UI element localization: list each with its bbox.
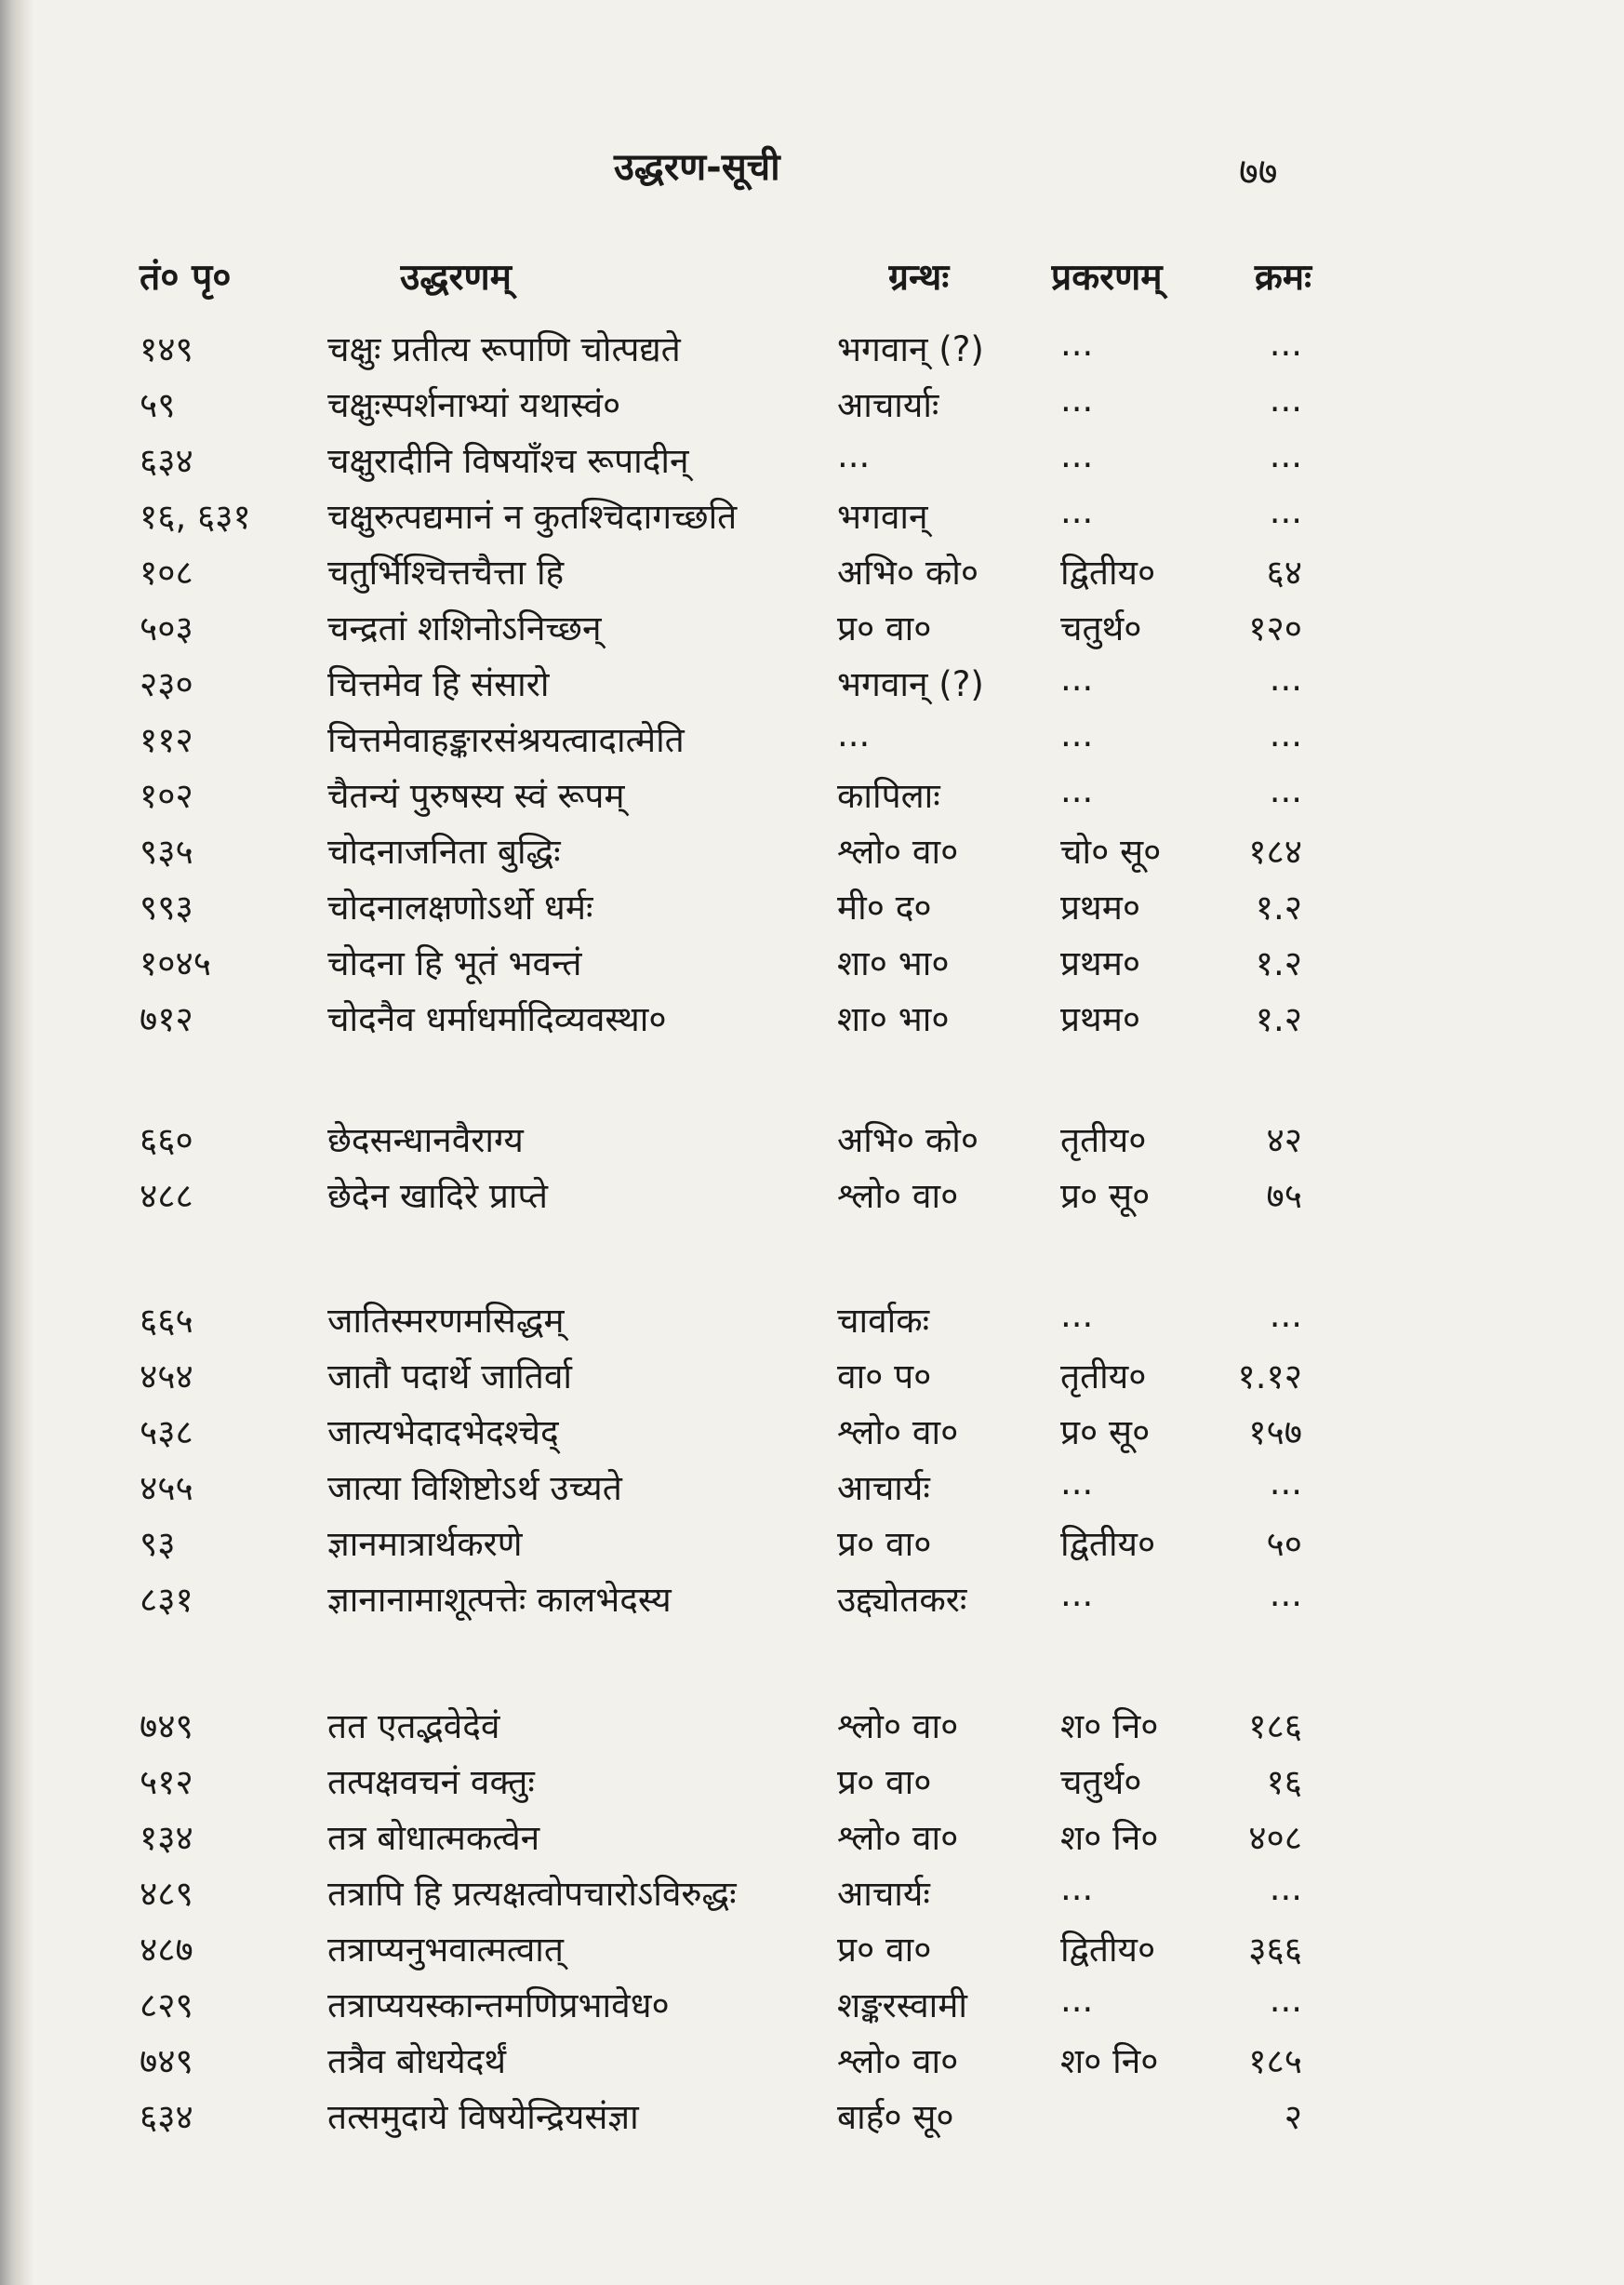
entry-quotation: तत्समुदाये विषयेन्द्रियसंज्ञा bbox=[327, 2097, 639, 2137]
entry-sequence: ४०८ bbox=[1248, 1818, 1302, 1858]
entry-section: ... bbox=[1060, 1868, 1094, 1908]
entry-section: प्र० सू० bbox=[1060, 1176, 1151, 1216]
entry-quotation: तत्पक्षवचनं वक्तुः bbox=[327, 1762, 535, 1802]
entry-page-ref: ९३ bbox=[140, 1524, 176, 1564]
index-entry-row bbox=[0, 2091, 1624, 2147]
entry-section: श० नि० bbox=[1060, 1706, 1159, 1746]
index-entry-row bbox=[0, 435, 1624, 491]
page-number: ७७ bbox=[1239, 151, 1278, 194]
entry-section: ... bbox=[1060, 770, 1094, 810]
column-header-page: तं० पृ० bbox=[140, 257, 232, 299]
entry-sequence: ... bbox=[1269, 1868, 1302, 1908]
entry-page-ref: ५१२ bbox=[140, 1762, 193, 1802]
entry-page-ref: ४८८ bbox=[140, 1176, 193, 1216]
entry-sequence: ३६६ bbox=[1248, 1930, 1302, 1970]
column-header-section: प्रकरणम् bbox=[1051, 257, 1163, 299]
entry-sequence: १८४ bbox=[1248, 832, 1302, 872]
entry-sequence: ... bbox=[1269, 715, 1302, 755]
entry-sequence: ... bbox=[1269, 659, 1302, 699]
entry-page-ref: २३० bbox=[140, 664, 193, 704]
entry-page-ref: ९९३ bbox=[140, 888, 193, 928]
entry-page-ref: ४५५ bbox=[140, 1468, 193, 1508]
entry-sequence: ... bbox=[1269, 1463, 1302, 1503]
entry-page-ref: ७१२ bbox=[140, 999, 193, 1039]
entry-sequence: ५० bbox=[1266, 1524, 1302, 1564]
entry-source-work: श्लो० वा० bbox=[837, 1176, 959, 1216]
entry-source-work: चार्वाकः bbox=[837, 1301, 930, 1341]
entry-section: चतुर्थ० bbox=[1060, 608, 1142, 648]
entry-page-ref: १०२ bbox=[140, 776, 193, 816]
entry-quotation: चोदनाजनिता बुद्धिः bbox=[327, 832, 561, 872]
entry-source-work: शा० भा० bbox=[837, 999, 950, 1039]
entry-source-work: प्र० वा० bbox=[837, 1930, 932, 1970]
entry-section: ... bbox=[1060, 435, 1094, 475]
index-entry-row bbox=[0, 1351, 1624, 1407]
index-entry-row bbox=[0, 1115, 1624, 1170]
entry-quotation: तत्रापि हि प्रत्यक्षत्वोपचारोऽविरुद्धः bbox=[327, 1874, 737, 1914]
entry-quotation: ज्ञानमात्रार्थकरणे bbox=[327, 1524, 523, 1564]
entry-source-work: शङ्करस्वामी bbox=[837, 1985, 967, 2025]
entry-sequence: ४२ bbox=[1266, 1120, 1302, 1160]
entry-source-work: आचार्यः bbox=[837, 1468, 930, 1508]
entry-sequence: १८६ bbox=[1248, 1706, 1302, 1746]
entry-page-ref: ५९ bbox=[140, 385, 176, 425]
entry-sequence: ... bbox=[1269, 324, 1302, 364]
entry-source-work: उद्द्योतकरः bbox=[837, 1580, 967, 1620]
entry-source-work: प्र० वा० bbox=[837, 1524, 932, 1564]
entry-page-ref: १६, ६३१ bbox=[140, 497, 251, 537]
index-entry-row bbox=[0, 1574, 1624, 1630]
entry-quotation: जात्या विशिष्टोऽर्थ उच्यते bbox=[327, 1468, 622, 1508]
entry-source-work: श्लो० वा० bbox=[837, 1818, 959, 1858]
index-entry-row bbox=[0, 938, 1624, 994]
index-entry-row bbox=[0, 491, 1624, 547]
column-header-work: ग्रन्थः bbox=[888, 257, 950, 299]
entry-sequence: ... bbox=[1269, 770, 1302, 810]
entry-source-work: अभि० को० bbox=[837, 1120, 979, 1160]
entry-page-ref: ६६० bbox=[140, 1120, 193, 1160]
index-entry-row bbox=[0, 1407, 1624, 1463]
entry-page-ref: ४८९ bbox=[140, 1874, 193, 1914]
entry-quotation: चक्षुःस्पर्शनाभ्यां यथास्वं० bbox=[327, 385, 621, 425]
entry-page-ref: ८२९ bbox=[140, 1985, 193, 2025]
entry-source-work: अभि० को० bbox=[837, 553, 979, 593]
entry-quotation: तत्राप्यनुभवात्मत्वात् bbox=[327, 1930, 564, 1970]
index-entry-row bbox=[0, 882, 1624, 938]
entry-quotation: चोदनैव धर्माधर्मादिव्यवस्था० bbox=[327, 999, 667, 1039]
index-entry-row bbox=[0, 1463, 1624, 1518]
index-entry-row bbox=[0, 1701, 1624, 1757]
entry-source-work: आचार्याः bbox=[837, 385, 939, 425]
entry-quotation: तत्राप्ययस्कान्तमणिप्रभावेध० bbox=[327, 1985, 670, 2025]
entry-sequence: ... bbox=[1269, 1295, 1302, 1335]
entry-quotation: छेदसन्धानवैराग्य bbox=[327, 1120, 524, 1160]
entry-page-ref: ८३१ bbox=[140, 1580, 193, 1620]
entry-quotation: चोदनालक्षणोऽर्थो धर्मः bbox=[327, 888, 593, 928]
entry-section: ... bbox=[1060, 659, 1094, 699]
entry-quotation: चैतन्यं पुरुषस्य स्वं रूपम् bbox=[327, 776, 625, 816]
entry-source-work: वा० प० bbox=[837, 1356, 932, 1396]
column-header-row bbox=[0, 251, 1624, 307]
index-entry-row bbox=[0, 1980, 1624, 2036]
entry-quotation: तत्र बोधात्मकत्वेन bbox=[327, 1818, 540, 1858]
index-entry-row bbox=[0, 659, 1624, 715]
entry-quotation: छेदेन खादिरे प्राप्ते bbox=[327, 1176, 548, 1216]
entry-quotation: चन्द्रतां शशिनोऽनिच्छन् bbox=[327, 608, 602, 648]
entry-source-work: प्र० वा० bbox=[837, 608, 932, 648]
entry-quotation: तत एतद्भवेदेवं bbox=[327, 1706, 500, 1746]
entry-source-work: कापिलाः bbox=[837, 776, 940, 816]
entry-sequence: ... bbox=[1269, 435, 1302, 475]
entry-source-work: श्लो० वा० bbox=[837, 832, 959, 872]
entry-quotation: चतुर्भिश्चित्तचैत्ता हि bbox=[327, 553, 565, 593]
entry-page-ref: ४५४ bbox=[140, 1356, 193, 1396]
entry-quotation: तत्रैव बोधयेदर्थं bbox=[327, 2041, 507, 2081]
entry-sequence: १५७ bbox=[1248, 1412, 1302, 1452]
entry-page-ref: ६३४ bbox=[140, 441, 193, 481]
entry-section: ... bbox=[1060, 1295, 1094, 1335]
entry-sequence: ६४ bbox=[1266, 553, 1302, 593]
entry-section: ... bbox=[1060, 1463, 1094, 1503]
entry-page-ref: ५३८ bbox=[140, 1412, 193, 1452]
index-entry-row bbox=[0, 380, 1624, 435]
entry-section: ... bbox=[1060, 1574, 1094, 1614]
entry-section: ... bbox=[1060, 380, 1094, 420]
entry-sequence: ... bbox=[1269, 491, 1302, 531]
entry-sequence: १.२ bbox=[1255, 888, 1302, 928]
running-title: उद्धरण-सूची bbox=[614, 146, 780, 189]
entry-source-work: प्र० वा० bbox=[837, 1762, 932, 1802]
entry-quotation: जातौ पदार्थे जातिर्वा bbox=[327, 1356, 572, 1396]
index-entry-row bbox=[0, 2036, 1624, 2091]
entry-source-work: मी० द० bbox=[837, 888, 932, 928]
column-header-sequence: क्रमः bbox=[1254, 257, 1311, 299]
entry-page-ref: १४९ bbox=[140, 329, 193, 369]
index-entry-row bbox=[0, 547, 1624, 603]
index-entry-row bbox=[0, 1868, 1624, 1924]
entry-source-work: आचार्यः bbox=[837, 1874, 930, 1914]
entry-sequence: ... bbox=[1269, 1574, 1302, 1614]
entry-quotation: ज्ञानानामाशूत्पत्तेः कालभेदस्य bbox=[327, 1580, 672, 1620]
entry-source-work: श्लो० वा० bbox=[837, 2041, 959, 2081]
entry-section: तृतीय० bbox=[1060, 1356, 1147, 1396]
entry-sequence: १२० bbox=[1248, 608, 1302, 648]
entry-section: ... bbox=[1060, 1980, 1094, 2020]
index-entry-row bbox=[0, 770, 1624, 826]
index-entry-row bbox=[0, 1924, 1624, 1980]
index-entry-row bbox=[0, 1757, 1624, 1812]
entry-sequence: ७५ bbox=[1266, 1176, 1302, 1216]
entry-source-work: श्लो० वा० bbox=[837, 1412, 959, 1452]
entry-quotation: चित्तमेव हि संसारो bbox=[327, 664, 550, 704]
entry-page-ref: ७४९ bbox=[140, 1706, 193, 1746]
entry-section: ... bbox=[1060, 324, 1094, 364]
entry-sequence: १८५ bbox=[1248, 2041, 1302, 2081]
entry-section: चो० सू० bbox=[1060, 832, 1162, 872]
entry-section: ... bbox=[1060, 715, 1094, 755]
entry-section: श० नि० bbox=[1060, 2041, 1159, 2081]
entry-source-work: श्लो० वा० bbox=[837, 1706, 959, 1746]
entry-sequence: ... bbox=[1269, 380, 1302, 420]
index-entry-row bbox=[0, 1170, 1624, 1226]
entry-quotation: चक्षुरुत्पद्यमानं न कुतश्चिदागच्छति bbox=[327, 497, 738, 537]
entry-section: द्वितीय० bbox=[1060, 553, 1156, 593]
entry-page-ref: ११२ bbox=[140, 720, 193, 760]
entry-page-ref: ६६५ bbox=[140, 1301, 193, 1341]
entry-section: प्र० सू० bbox=[1060, 1412, 1151, 1452]
index-entry-row bbox=[0, 603, 1624, 659]
entry-source-work: भगवान् (?) bbox=[837, 329, 984, 369]
index-entry-row bbox=[0, 826, 1624, 882]
index-entry-row bbox=[0, 715, 1624, 770]
entry-source-work: शा० भा० bbox=[837, 943, 950, 983]
entry-sequence: १.१२ bbox=[1237, 1356, 1302, 1396]
index-entry-row bbox=[0, 994, 1624, 1049]
entry-page-ref: ७४९ bbox=[140, 2041, 193, 2081]
entry-sequence: १.२ bbox=[1255, 943, 1302, 983]
entry-section: श० नि० bbox=[1060, 1818, 1159, 1858]
entry-source-work: ... bbox=[837, 715, 871, 755]
entry-quotation: चोदना हि भूतं भवन्तं bbox=[327, 943, 582, 983]
entry-page-ref: १०८ bbox=[140, 553, 193, 593]
entry-section: ... bbox=[1060, 491, 1094, 531]
entry-page-ref: ९३५ bbox=[140, 832, 193, 872]
entry-quotation: चक्षुरादीनि विषयाँश्च रूपादीन् bbox=[327, 441, 689, 481]
entry-sequence: २ bbox=[1284, 2097, 1302, 2137]
entry-quotation: जातिस्मरणमसिद्धम् bbox=[327, 1301, 565, 1341]
entry-source-work: भगवान् (?) bbox=[837, 664, 984, 704]
entry-source-work: बार्ह० सू० bbox=[837, 2097, 954, 2137]
entry-source-work: भगवान् bbox=[837, 497, 928, 537]
entry-section: चतुर्थ० bbox=[1060, 1762, 1142, 1802]
entry-section: तृतीय० bbox=[1060, 1120, 1147, 1160]
column-header-quote: उद्धरणम् bbox=[400, 257, 512, 299]
entry-sequence: ... bbox=[1269, 1980, 1302, 2020]
entry-sequence: १.२ bbox=[1255, 999, 1302, 1039]
entry-section: द्वितीय० bbox=[1060, 1930, 1156, 1970]
entry-page-ref: १०४५ bbox=[140, 943, 211, 983]
entry-quotation: जात्यभेदादभेदश्चेद् bbox=[327, 1412, 559, 1452]
entry-page-ref: ४८७ bbox=[140, 1930, 193, 1970]
index-entry-row bbox=[0, 1295, 1624, 1351]
entry-source-work: ... bbox=[837, 435, 871, 475]
index-entry-row bbox=[0, 1812, 1624, 1868]
entry-section: द्वितीय० bbox=[1060, 1524, 1156, 1564]
entry-section: प्रथम० bbox=[1060, 888, 1141, 928]
index-entry-row bbox=[0, 324, 1624, 380]
entry-quotation: चक्षुः प्रतीत्य रूपाणि चोत्पद्यते bbox=[327, 329, 681, 369]
index-entry-row bbox=[0, 1518, 1624, 1574]
entry-section: प्रथम० bbox=[1060, 943, 1141, 983]
entry-page-ref: ६३४ bbox=[140, 2097, 193, 2137]
entry-page-ref: १३४ bbox=[140, 1818, 193, 1858]
entry-sequence: १६ bbox=[1266, 1762, 1302, 1802]
entry-section: प्रथम० bbox=[1060, 999, 1141, 1039]
entry-page-ref: ५०३ bbox=[140, 608, 193, 648]
entry-quotation: चित्तमेवाहङ्कारसंश्रयत्वादात्मेति bbox=[327, 720, 685, 760]
